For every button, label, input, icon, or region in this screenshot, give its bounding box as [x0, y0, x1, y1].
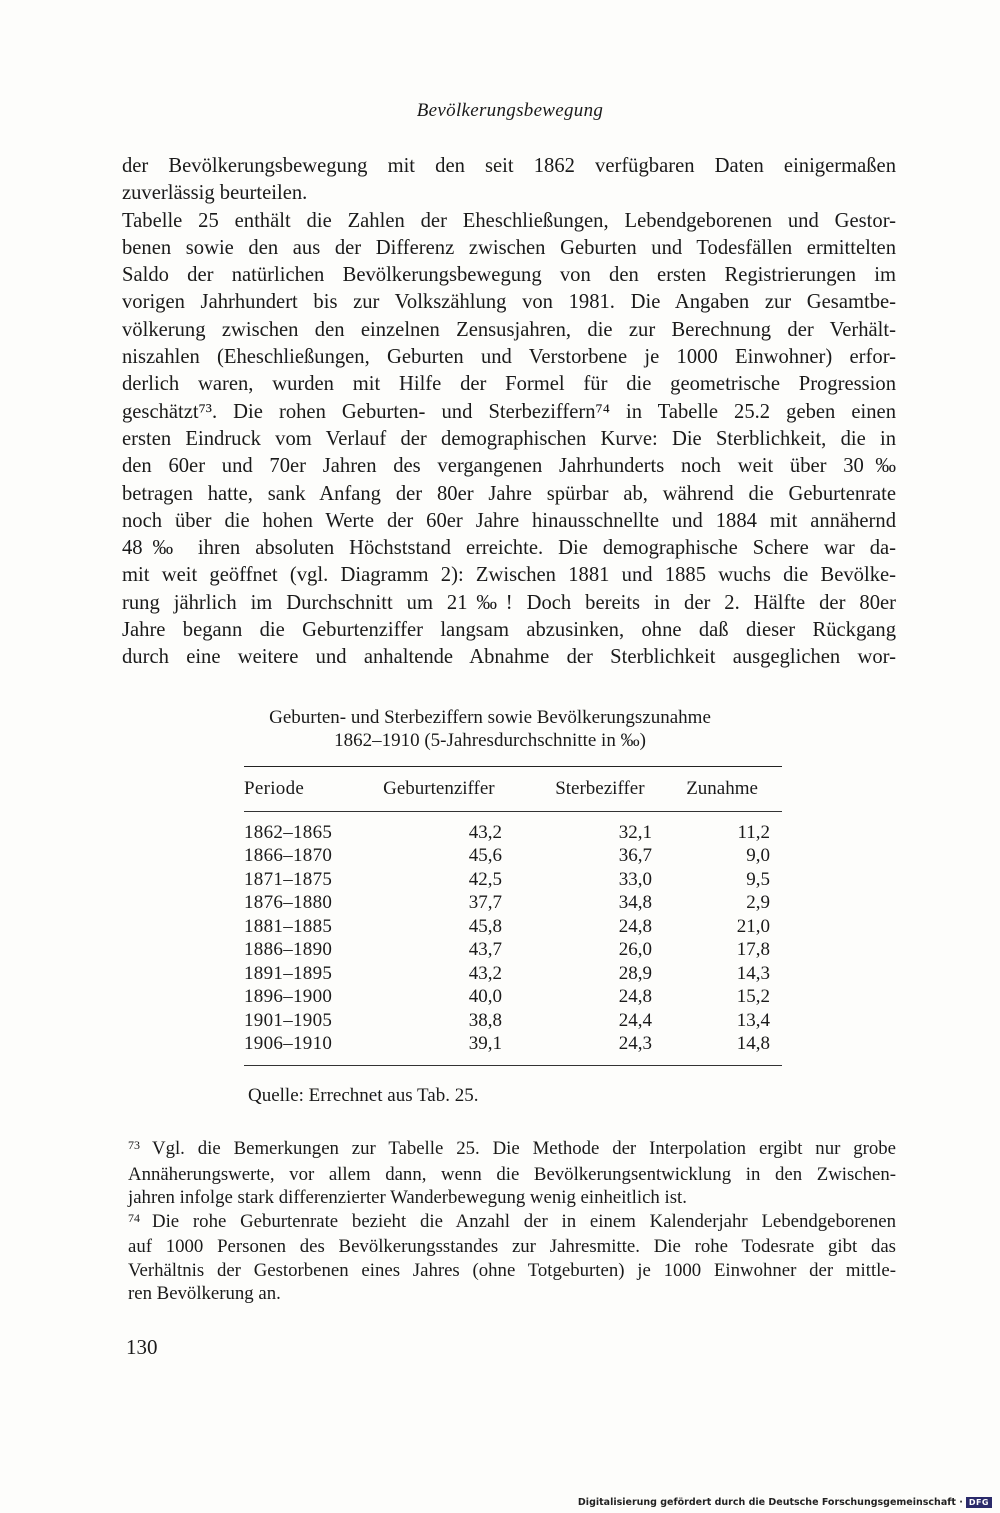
cell-sterbeziffer: 24,8 [618, 986, 652, 1008]
footnote-number: 73 [128, 1138, 140, 1152]
body-line: zuverlässig beurteilen. [122, 182, 308, 205]
running-head: Bevölkerungsbewegung [416, 100, 604, 121]
table-caption [190, 706, 790, 752]
table-row [244, 915, 782, 939]
footnote-line: ren Bevölkerung an. [128, 1283, 281, 1304]
cell-geburtenziffer: 37,7 [468, 892, 502, 914]
cell-geburtenziffer: 43,2 [468, 962, 502, 984]
footnote-line: Annäherungswerte, vor allem dann, wenn die Bevölkerungsentwicklung in den Zwischen- [128, 1163, 896, 1185]
table-row [244, 939, 782, 963]
cell-periode: 1906–1910 [244, 1033, 333, 1055]
body-text [122, 153, 896, 672]
cell-zunahme: 9,5 [746, 868, 770, 890]
cell-zunahme: 21,0 [736, 915, 770, 937]
cell-zunahme: 13,4 [736, 1009, 770, 1031]
cell-geburtenziffer: 43,7 [468, 939, 502, 961]
cell-periode: 1886–1890 [244, 939, 333, 961]
table-caption-line-1: Geburten- und Sterbeziffern sowie Bevölkerungszunahme [269, 707, 711, 728]
body-line: benen sowie den aus der Differenz zwischen Geburten und Todesfällen ermittelten [122, 236, 896, 259]
cell-zunahme: 9,0 [746, 845, 770, 867]
body-line: betragen hatte, sank Anfang der 80er Jahre spürbar ab, während die Geburtenrate [122, 482, 896, 505]
header-periode: Periode [244, 778, 305, 799]
cell-zunahme: 2,9 [746, 892, 770, 914]
cell-zunahme: 14,8 [736, 1033, 770, 1055]
digitization-note [578, 1497, 992, 1508]
footnote-line: Verhältnis der Gestorbenen eines Jahres (ohne Totgeburten) je 1000 Einwohner der mittle- [128, 1259, 896, 1281]
cell-geburtenziffer: 45,8 [468, 915, 502, 937]
body-line: 48‰ ihren absoluten Höchststand erreichte. Die demographische Schere war da- [122, 537, 896, 560]
cell-geburtenziffer: 43,2 [468, 821, 502, 843]
footnote [128, 1210, 896, 1306]
cell-periode: 1896–1900 [244, 986, 333, 1008]
cell-zunahme: 11,2 [737, 821, 770, 843]
page-number: 130 [126, 1335, 158, 1359]
body-line: durch eine weitere und anhaltende Abnahme der Sterblichkeit ausgeglichen wor- [122, 646, 896, 669]
footnote-line [128, 1210, 896, 1236]
table-caption-line-2: 1862–1910 (5-Jahresdurchschnitte in ‰) [334, 730, 646, 751]
footnote-line: jahren infolge stark differenzierter Wanderbewegung wenig einheitlich ist. [128, 1187, 687, 1208]
footnote [128, 1137, 896, 1210]
body-line: vorigen Jahrhundert bis zur Volkszählung von 1981. Die Angaben zur Gesamtbe- [122, 291, 896, 314]
body-line: völkerung zwischen den einzelnen Zensusjahren, die zur Berechnung der Verhält- [122, 318, 896, 341]
cell-zunahme: 14,3 [736, 962, 770, 984]
cell-sterbeziffer: 33,0 [618, 868, 652, 890]
cell-sterbeziffer: 24,8 [618, 915, 652, 937]
statistics-table [244, 766, 782, 1066]
cell-geburtenziffer: 42,5 [468, 868, 502, 890]
cell-sterbeziffer: 24,4 [618, 1009, 652, 1031]
cell-periode: 1862–1865 [244, 821, 333, 843]
table-row [244, 1009, 782, 1033]
body-line: ersten Eindruck vom Verlauf der demographischen Kurve: Die Sterblichkeit, die in [122, 427, 896, 450]
table-row [244, 962, 782, 986]
cell-geburtenziffer: 39,1 [468, 1033, 502, 1055]
cell-geburtenziffer: 38,8 [468, 1009, 502, 1031]
table-body [244, 812, 782, 1065]
cell-periode: 1881–1885 [244, 915, 333, 937]
cell-zunahme: 17,8 [736, 939, 770, 961]
table-row [244, 1033, 782, 1057]
cell-sterbeziffer: 24,3 [618, 1033, 652, 1055]
cell-sterbeziffer: 32,1 [618, 821, 652, 843]
cell-periode: 1901–1905 [244, 1009, 333, 1031]
body-line: mit weit geöffnet (vgl. Diagramm 2): Zwischen 1881 und 1885 wuchs die Bevölke- [122, 564, 896, 587]
table-row [244, 868, 782, 892]
cell-periode: 1891–1895 [244, 962, 333, 984]
cell-sterbeziffer: 26,0 [618, 939, 652, 961]
dfg-logo: DFG [966, 1497, 992, 1508]
footnote-line: auf 1000 Personen des Bevölkerungsstandes zur Jahresmitte. Die rohe Todesrate gibt das [128, 1236, 896, 1257]
header-zunahme: Zunahme [686, 778, 758, 799]
cell-geburtenziffer: 45,6 [468, 845, 502, 867]
cell-geburtenziffer: 40,0 [468, 986, 502, 1008]
table-row [244, 892, 782, 916]
footnote-number: 74 [128, 1210, 140, 1225]
body-line: Jahre begann die Geburtenziffer langsam abzusinken, ohne daß dieser Rückgang [122, 619, 896, 642]
body-line: Saldo der natürlichen Bevölkerungsbewegung von den ersten Registrierungen im [122, 264, 896, 287]
body-line: rung jährlich im Durchschnitt um 21‰! Doch bereits in der 2. Hälfte der 80er [122, 591, 896, 614]
cell-sterbeziffer: 34,8 [618, 892, 652, 914]
cell-sterbeziffer: 36,7 [618, 845, 652, 867]
body-line: den 60er und 70er Jahren des vergangenen Jahrhunderts noch weit über 30‰ [122, 455, 896, 478]
footnote-text: Vgl. die Bemerkungen zur Tabelle 25. Die Methode der Interpolation ergibt nur grobe [152, 1138, 896, 1159]
body-line: geschätzt⁷³. Die rohen Geburten- und Sterbeziffern⁷⁴ in Tabelle 25.2 geben einen [122, 400, 896, 423]
cell-periode: 1871–1875 [244, 868, 333, 890]
footnote-line [128, 1137, 896, 1163]
table-row [244, 821, 782, 845]
header-geburtenziffer: Geburtenziffer [383, 778, 495, 799]
table-bottom-rule [244, 1065, 782, 1066]
cell-zunahme: 15,2 [736, 986, 770, 1008]
cell-sterbeziffer: 28,9 [618, 962, 652, 984]
body-line: noch über die hohen Werte der 60er Jahre hinausschnellte und 1884 mit annähernd [122, 509, 896, 532]
table-header-row [244, 767, 782, 811]
body-line: derlich waren, wurden mit Hilfe der Formel für die geometrische Progression [122, 373, 896, 396]
table-row [244, 986, 782, 1010]
header-sterbeziffer: Sterbeziffer [555, 778, 645, 799]
table-row [244, 845, 782, 869]
table-source: Quelle: Errechnet aus Tab. 25. [248, 1085, 479, 1106]
body-line: der Bevölkerungsbewegung mit den seit 1862 verfügbaren Daten einigermaßen [122, 155, 896, 177]
digitization-note-text: Digitalisierung gefördert durch die Deutsche Forschungsgemeinschaft · [577, 1497, 963, 1508]
body-line: Tabelle 25 enthält die Zahlen der Eheschließungen, Lebendgeborenen und Gestor- [122, 209, 896, 232]
footnote-text: Die rohe Geburtenrate bezieht die Anzahl der in einem Kalenderjahr Lebendgeborenen [152, 1210, 896, 1232]
cell-periode: 1876–1880 [244, 892, 333, 914]
cell-periode: 1866–1870 [244, 845, 333, 867]
footnotes [128, 1137, 896, 1306]
body-line: niszahlen (Eheschließungen, Geburten und Verstorbene je 1000 Einwohner) erfor- [122, 346, 896, 369]
